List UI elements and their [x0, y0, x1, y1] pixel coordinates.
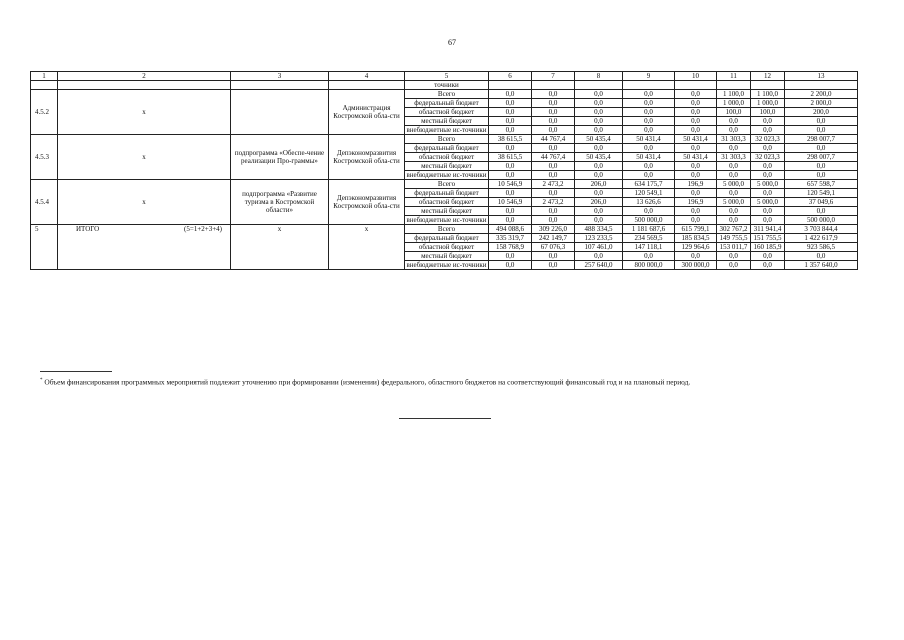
- value-cell: 0,0: [532, 171, 575, 180]
- value-cell: 0,0: [575, 126, 623, 135]
- header-cell: 12: [751, 72, 785, 81]
- value-cell: 0,0: [675, 144, 717, 153]
- total-label-cell: [58, 225, 231, 270]
- value-cell: 0,0: [717, 207, 751, 216]
- value-cell: 185 834,5: [675, 234, 717, 243]
- value-cell: 300 000,0: [675, 261, 717, 270]
- value-cell: 0,0: [575, 108, 623, 117]
- header-cell: 11: [717, 72, 751, 81]
- value-cell: 50 435,4: [575, 153, 623, 162]
- value-cell: 0,0: [717, 189, 751, 198]
- value-cell: 0,0: [717, 126, 751, 135]
- value-cell: 0,0: [623, 162, 675, 171]
- value-cell: 800 000,0: [623, 261, 675, 270]
- header-cell: 3: [231, 72, 329, 81]
- header-cell: 13: [785, 72, 858, 81]
- value-cell: 0,0: [623, 144, 675, 153]
- value-cell: 0,0: [532, 162, 575, 171]
- value-cell: 0,0: [489, 126, 532, 135]
- value-cell: 923 586,5: [785, 243, 858, 252]
- value-cell: 196,9: [675, 180, 717, 189]
- value-cell: 0,0: [575, 162, 623, 171]
- value-cell: 1 100,0: [751, 90, 785, 99]
- value-cell: 0,0: [489, 108, 532, 117]
- value-cell: 0,0: [489, 252, 532, 261]
- total-label: ИТОГО: [76, 225, 100, 233]
- value-cell: 0,0: [623, 252, 675, 261]
- value-cell: 123 233,5: [575, 234, 623, 243]
- value-cell: 0,0: [623, 108, 675, 117]
- value-cell: 0,0: [717, 252, 751, 261]
- value-cell: 0,0: [785, 162, 858, 171]
- executor-cell: Администрация Костромской обла-сти: [329, 90, 405, 135]
- value-cell: 0,0: [532, 126, 575, 135]
- value-cell: 0,0: [751, 171, 785, 180]
- value-cell: 0,0: [532, 144, 575, 153]
- value-cell: 1 100,0: [717, 90, 751, 99]
- value-cell: 242 149,7: [532, 234, 575, 243]
- value-cell: 0,0: [489, 207, 532, 216]
- header-cell: 4: [329, 72, 405, 81]
- value-cell: 0,0: [489, 162, 532, 171]
- value-cell: 500 000,0: [785, 216, 858, 225]
- source-cell: областной бюджет: [405, 198, 489, 207]
- value-cell: 0,0: [717, 117, 751, 126]
- value-cell: 0,0: [489, 144, 532, 153]
- value-cell: 44 767,4: [532, 135, 575, 144]
- value-cell: 0,0: [717, 261, 751, 270]
- program-cell: х: [231, 225, 329, 270]
- value-cell: 0,0: [751, 144, 785, 153]
- value-cell: 50 435,4: [575, 135, 623, 144]
- source-cell: внебюджетные ис-точники: [406, 171, 487, 179]
- source-cell: точники: [405, 81, 489, 90]
- value-cell: 0,0: [675, 189, 717, 198]
- value-cell: 0,0: [785, 171, 858, 180]
- program-cell: подпрограмма «Обеспе-чение реализации Про-граммы»: [231, 135, 329, 180]
- value-cell: 0,0: [751, 162, 785, 171]
- value-cell: 1 000,0: [717, 99, 751, 108]
- value-cell: 488 334,5: [575, 225, 623, 234]
- value-cell: 50 431,4: [675, 135, 717, 144]
- total-formula: (5=1+2+3+4): [184, 225, 222, 233]
- value-cell: 0,0: [785, 144, 858, 153]
- value-cell: 38 615,5: [489, 135, 532, 144]
- value-cell: 38 615,5: [489, 153, 532, 162]
- value-cell: 0,0: [532, 90, 575, 99]
- value-cell: 129 964,6: [675, 243, 717, 252]
- value-cell: 5 000,0: [717, 180, 751, 189]
- source-cell: Всего: [405, 180, 489, 189]
- header-cell: 10: [675, 72, 717, 81]
- source-cell: Всего: [405, 225, 489, 234]
- source-cell: внебюджетные ис-точники: [406, 126, 487, 134]
- value-cell: 0,0: [575, 90, 623, 99]
- value-cell: 160 185,9: [751, 243, 785, 252]
- executor-cell: Депэкономразвития Костромской обла-сти: [329, 135, 405, 180]
- value-cell: 0,0: [489, 90, 532, 99]
- value-cell: 1 181 687,6: [623, 225, 675, 234]
- value-cell: 10 546,9: [489, 198, 532, 207]
- footnote-rule: [40, 371, 112, 372]
- value-cell: 0,0: [751, 261, 785, 270]
- value-cell: 298 007,7: [785, 135, 858, 144]
- value-cell: 335 319,7: [489, 234, 532, 243]
- value-cell: 151 755,5: [751, 234, 785, 243]
- value-cell: 0,0: [575, 171, 623, 180]
- value-cell: 0,0: [575, 144, 623, 153]
- header-cell: 8: [575, 72, 623, 81]
- value-cell: 0,0: [575, 216, 623, 225]
- footnote-text: Объем финансирования программных мероприятий подлежит уточнению при формировании (изменении) федерального, областного бюджетов на соответствующий финансовый год и на плановый период.: [44, 377, 691, 387]
- value-cell: 200,0: [785, 108, 858, 117]
- footnote: [40, 376, 860, 386]
- executor-cell: Депэкономразвития Костромской обла-сти: [329, 180, 405, 225]
- value-cell: 0,0: [575, 117, 623, 126]
- value-cell: 0,0: [751, 189, 785, 198]
- value-cell: 1 357 640,0: [785, 261, 858, 270]
- value-cell: 0,0: [489, 189, 532, 198]
- value-cell: 0,0: [575, 207, 623, 216]
- row-code: 4.5.2: [31, 90, 58, 135]
- value-cell: 3 703 844,4: [785, 225, 858, 234]
- value-cell: 67 076,3: [532, 243, 575, 252]
- source-cell: Всего: [405, 90, 489, 99]
- value-cell: 298 007,7: [785, 153, 858, 162]
- value-cell: 2 000,0: [785, 99, 858, 108]
- value-cell: 0,0: [575, 99, 623, 108]
- value-cell: 196,9: [675, 198, 717, 207]
- value-cell: 0,0: [675, 126, 717, 135]
- col2-cell: х: [58, 135, 231, 180]
- value-cell: 147 118,1: [623, 243, 675, 252]
- table-row: [31, 180, 858, 189]
- value-cell: 5 000,0: [751, 180, 785, 189]
- value-cell: 13 626,6: [623, 198, 675, 207]
- value-cell: 0,0: [489, 261, 532, 270]
- value-cell: 0,0: [675, 108, 717, 117]
- value-cell: 100,0: [751, 108, 785, 117]
- value-cell: 0,0: [675, 162, 717, 171]
- value-cell: 44 767,4: [532, 153, 575, 162]
- value-cell: 2 473,2: [532, 198, 575, 207]
- source-cell: федеральный бюджет: [405, 234, 489, 243]
- value-cell: 634 175,7: [623, 180, 675, 189]
- source-cell: местный бюджет: [405, 117, 489, 126]
- row-code: 4.5.3: [31, 135, 58, 180]
- value-cell: 0,0: [675, 216, 717, 225]
- table-row: [31, 135, 858, 144]
- value-cell: 1 000,0: [751, 99, 785, 108]
- value-cell: 0,0: [623, 90, 675, 99]
- value-cell: 0,0: [489, 117, 532, 126]
- value-cell: 100,0: [717, 108, 751, 117]
- source-cell: местный бюджет: [405, 252, 489, 261]
- value-cell: 0,0: [532, 252, 575, 261]
- value-cell: 0,0: [675, 207, 717, 216]
- value-cell: 0,0: [717, 171, 751, 180]
- value-cell: 0,0: [751, 252, 785, 261]
- column-number-row: [31, 72, 858, 81]
- value-cell: 206,0: [575, 180, 623, 189]
- value-cell: 0,0: [532, 99, 575, 108]
- end-rule: [399, 418, 491, 419]
- value-cell: 0,0: [532, 207, 575, 216]
- value-cell: 0,0: [489, 99, 532, 108]
- value-cell: 311 941,4: [751, 225, 785, 234]
- source-cell: Всего: [405, 135, 489, 144]
- header-cell: 7: [532, 72, 575, 81]
- value-cell: 0,0: [675, 90, 717, 99]
- value-cell: 494 088,6: [489, 225, 532, 234]
- value-cell: 5 000,0: [717, 198, 751, 207]
- value-cell: 206,0: [575, 198, 623, 207]
- value-cell: 50 431,4: [623, 153, 675, 162]
- value-cell: 0,0: [751, 207, 785, 216]
- value-cell: 0,0: [751, 117, 785, 126]
- value-cell: 2 473,2: [532, 180, 575, 189]
- value-cell: 0,0: [575, 252, 623, 261]
- continued-row: [31, 81, 858, 90]
- value-cell: 0,0: [675, 99, 717, 108]
- value-cell: 0,0: [489, 216, 532, 225]
- value-cell: 120 549,1: [623, 189, 675, 198]
- value-cell: 0,0: [532, 108, 575, 117]
- value-cell: 0,0: [623, 207, 675, 216]
- value-cell: 50 431,4: [623, 135, 675, 144]
- value-cell: 309 226,0: [532, 225, 575, 234]
- value-cell: 500 000,0: [623, 216, 675, 225]
- value-cell: 234 569,5: [623, 234, 675, 243]
- value-cell: 0,0: [751, 126, 785, 135]
- value-cell: 149 755,5: [717, 234, 751, 243]
- value-cell: 0,0: [623, 126, 675, 135]
- value-cell: 2 200,0: [785, 90, 858, 99]
- value-cell: 10 546,9: [489, 180, 532, 189]
- header-cell: 2: [58, 72, 231, 81]
- value-cell: 5 000,0: [751, 198, 785, 207]
- page-number: 67: [448, 38, 456, 47]
- source-cell: внебюджетные ис-точники: [406, 261, 487, 269]
- value-cell: 0,0: [675, 117, 717, 126]
- source-cell: областной бюджет: [405, 108, 489, 117]
- value-cell: 31 303,3: [717, 153, 751, 162]
- source-cell: федеральный бюджет: [405, 99, 489, 108]
- source-cell: федеральный бюджет: [405, 189, 489, 198]
- value-cell: 302 767,2: [717, 225, 751, 234]
- value-cell: 0,0: [575, 189, 623, 198]
- source-cell: местный бюджет: [405, 207, 489, 216]
- value-cell: 0,0: [785, 126, 858, 135]
- total-row: [31, 225, 858, 234]
- source-cell: областной бюджет: [405, 243, 489, 252]
- value-cell: 0,0: [623, 117, 675, 126]
- value-cell: 257 640,0: [575, 261, 623, 270]
- value-cell: 0,0: [717, 144, 751, 153]
- value-cell: 37 049,6: [785, 198, 858, 207]
- value-cell: 120 549,1: [785, 189, 858, 198]
- col2-cell: х: [58, 90, 231, 135]
- value-cell: 0,0: [532, 261, 575, 270]
- value-cell: 107 461,0: [575, 243, 623, 252]
- header-cell: 1: [31, 72, 58, 81]
- value-cell: 615 799,1: [675, 225, 717, 234]
- value-cell: 0,0: [532, 117, 575, 126]
- header-cell: 9: [623, 72, 675, 81]
- header-cell: 6: [489, 72, 532, 81]
- financing-table: [30, 71, 858, 270]
- value-cell: 0,0: [785, 117, 858, 126]
- footnote-mark: *: [40, 378, 43, 383]
- program-cell: подпрограмма «Развитие туризма в Костромской области»: [231, 180, 329, 225]
- value-cell: 0,0: [532, 189, 575, 198]
- value-cell: 0,0: [785, 207, 858, 216]
- value-cell: 0,0: [623, 99, 675, 108]
- col2-cell: х: [58, 180, 231, 225]
- source-cell: внебюджетные ис-точники: [406, 216, 487, 224]
- value-cell: 153 011,7: [717, 243, 751, 252]
- value-cell: 0,0: [785, 252, 858, 261]
- value-cell: 0,0: [623, 171, 675, 180]
- value-cell: 0,0: [489, 171, 532, 180]
- program-cell: [231, 90, 329, 135]
- source-cell: местный бюджет: [405, 162, 489, 171]
- source-cell: областной бюджет: [405, 153, 489, 162]
- value-cell: 0,0: [675, 252, 717, 261]
- value-cell: 0,0: [751, 216, 785, 225]
- value-cell: 1 422 617,9: [785, 234, 858, 243]
- source-cell: федеральный бюджет: [405, 144, 489, 153]
- total-code: 5: [31, 225, 58, 270]
- value-cell: 158 768,9: [489, 243, 532, 252]
- value-cell: 0,0: [532, 216, 575, 225]
- value-cell: 657 598,7: [785, 180, 858, 189]
- value-cell: 31 303,3: [717, 135, 751, 144]
- executor-cell: х: [329, 225, 405, 270]
- header-cell: 5: [405, 72, 489, 81]
- value-cell: 0,0: [717, 216, 751, 225]
- value-cell: 0,0: [675, 171, 717, 180]
- table-row: [31, 90, 858, 99]
- value-cell: 32 023,3: [751, 135, 785, 144]
- value-cell: 0,0: [717, 162, 751, 171]
- value-cell: 32 023,3: [751, 153, 785, 162]
- value-cell: 50 431,4: [675, 153, 717, 162]
- row-code: 4.5.4: [31, 180, 58, 225]
